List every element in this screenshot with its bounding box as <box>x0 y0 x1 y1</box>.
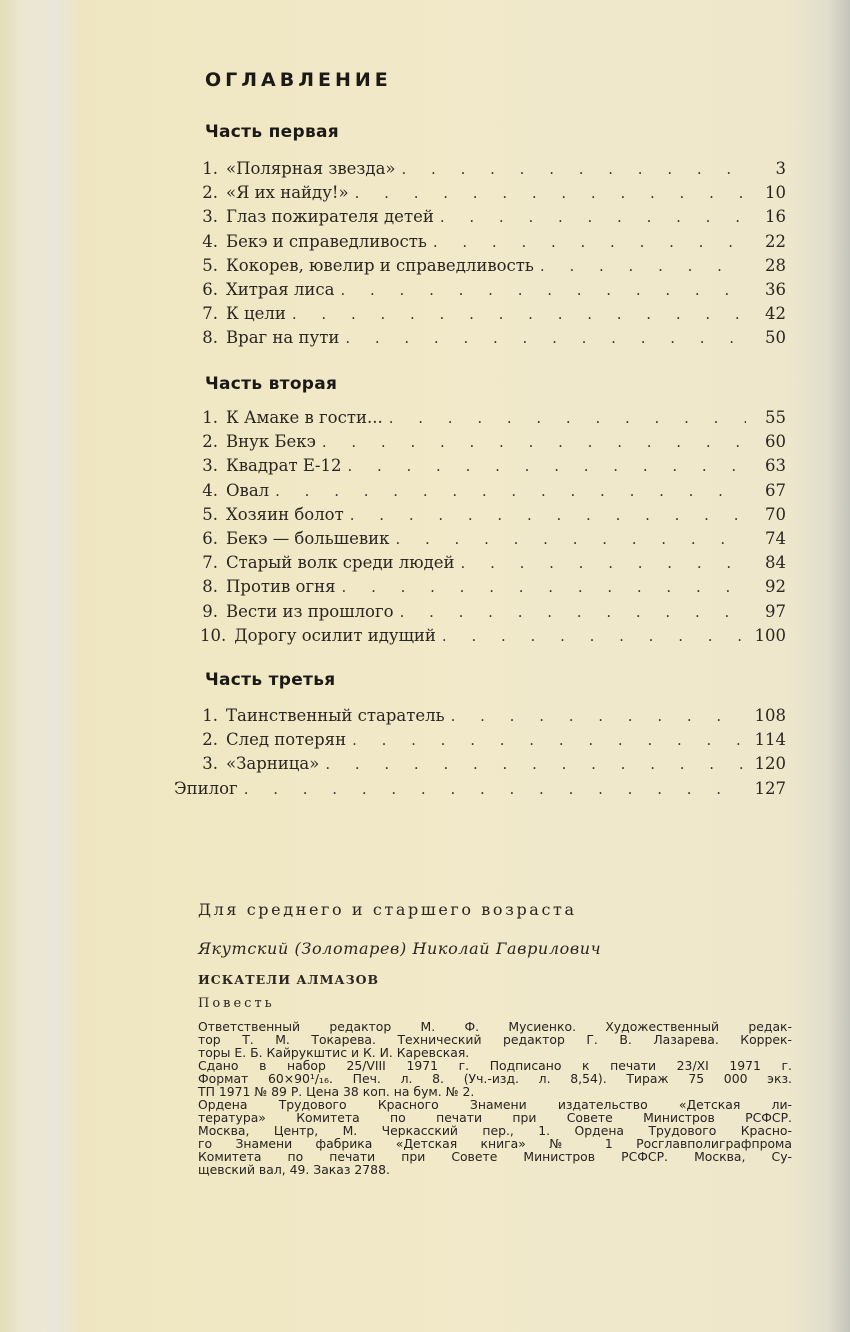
chapter-title: «Зарница» <box>226 754 320 774</box>
toc-entry[interactable] <box>200 600 786 624</box>
chapter-number: 4. <box>202 231 218 251</box>
chapter-number: 6. <box>202 279 218 299</box>
toc-entry[interactable] <box>200 157 786 181</box>
publication-details-line: тор Т. М. Токарева. Технический редактор Г. В. Лазарева. Коррек- <box>198 1032 792 1047</box>
chapter-number: 1. <box>202 408 218 427</box>
part-heading-3: Часть третья <box>205 670 336 690</box>
chapter-title: Глаз пожирателя детей <box>226 207 434 227</box>
toc-list-part-3 <box>174 704 786 801</box>
page-number: 60 <box>765 432 786 452</box>
chapter-number: 6. <box>202 528 218 548</box>
toc-entry[interactable] <box>200 302 786 326</box>
chapter-number: 2. <box>202 432 218 452</box>
publication-details-line: торы Е. Б. Кайрукштис и К. И. Каревская. <box>198 1045 470 1060</box>
chapter-number: 7. <box>202 553 218 573</box>
chapter-title: Враг на пути <box>226 328 340 348</box>
dot-leader <box>275 479 746 503</box>
dot-leader <box>325 752 746 776</box>
page-number: 10 <box>765 183 786 203</box>
toc-entry[interactable] <box>200 430 786 454</box>
toc-entry[interactable] <box>200 479 786 503</box>
chapter-title: Таинственный старатель <box>226 706 445 725</box>
publication-details-line: щевский вал, 49. Заказ 2788. <box>198 1162 390 1177</box>
page-number: 100 <box>754 625 786 645</box>
page-number: 84 <box>765 553 786 573</box>
page-number: 16 <box>765 207 786 227</box>
chapter-number: 3. <box>202 456 218 476</box>
toc-entry[interactable] <box>200 454 786 478</box>
dot-leader <box>345 326 746 350</box>
page-number: 50 <box>765 328 786 348</box>
toc-entry[interactable] <box>200 728 786 752</box>
publication-details-line: го Знамени фабрика «Детская книга» № 1 Росглавполиграфпрома <box>198 1136 792 1151</box>
publication-details-line: Формат 60×90¹/₁₆. Печ. л. 8. (Уч.-изд. л. 8,54). Тираж 75 000 экз. <box>198 1071 792 1086</box>
page-number: 28 <box>765 255 786 275</box>
dot-leader <box>347 454 746 478</box>
chapter-title: Бекэ — большевик <box>226 528 390 548</box>
chapter-number: 5. <box>202 255 218 275</box>
chapter-title: Квадрат Е-12 <box>226 456 342 476</box>
page-number: 67 <box>765 480 786 500</box>
toc-entry[interactable] <box>200 181 786 205</box>
publication-details-line: тература» Комитета по печати при Совете Министров РСФСР. <box>198 1110 792 1125</box>
page-number: 42 <box>765 304 786 324</box>
toc-entry[interactable] <box>200 406 786 430</box>
chapter-title: Эпилог <box>174 778 238 798</box>
chapter-number: 5. <box>202 504 218 524</box>
publication-details <box>198 1020 792 1176</box>
dot-leader <box>342 575 746 599</box>
chapter-number: 3. <box>202 754 218 774</box>
publication-details-line: Сдано в набор 25/VIII 1971 г. Подписано к печати 23/XI 1971 г. <box>198 1058 792 1073</box>
dot-leader <box>461 551 746 575</box>
dot-leader <box>440 205 746 229</box>
publication-details-line: Москва, Центр, М. Черкасский пер., 1. Ордена Трудового Красно- <box>198 1123 792 1138</box>
dot-leader <box>292 302 746 326</box>
toc-entry-epilogue[interactable] <box>174 777 786 801</box>
toc-title: ОГЛАВЛЕНИЕ <box>205 69 392 91</box>
chapter-title: «Я их найду!» <box>226 183 349 203</box>
book-title: ИСКАТЕЛИ АЛМАЗОВ <box>198 972 380 987</box>
chapter-title: К цели <box>226 304 286 324</box>
chapter-title: Бекэ и справедливость <box>226 231 427 251</box>
part-heading-1: Часть первая <box>205 122 339 142</box>
page-number: 55 <box>765 408 786 427</box>
chapter-number: 9. <box>202 601 218 621</box>
toc-entry[interactable] <box>200 752 786 776</box>
chapter-title: Хозяин болот <box>226 504 344 524</box>
chapter-title: Вести из прошлого <box>226 601 394 621</box>
page-number: 108 <box>754 706 786 725</box>
publication-details-line: Ордена Трудового Красного Знамени издательство «Детская ли- <box>198 1097 792 1112</box>
toc-entry[interactable] <box>200 230 786 254</box>
chapter-number: 1. <box>202 159 218 178</box>
part-heading-2: Часть вторая <box>205 374 338 394</box>
toc-entry[interactable] <box>200 503 786 527</box>
chapter-number: 7. <box>202 304 218 324</box>
dot-leader <box>400 600 746 624</box>
chapter-number: 4. <box>202 480 218 500</box>
dot-leader <box>389 406 746 430</box>
age-group-note: Для среднего и старшего возраста <box>198 900 577 919</box>
chapter-title: Овал <box>226 480 270 500</box>
dot-leader <box>442 624 746 648</box>
dot-leader <box>352 728 746 752</box>
toc-entry[interactable] <box>200 254 786 278</box>
toc-list-part-1 <box>200 157 786 351</box>
page-number: 127 <box>754 778 786 798</box>
page-number: 97 <box>765 601 786 621</box>
page-gutter-shadow <box>828 0 850 1332</box>
chapter-number: 8. <box>202 328 218 348</box>
toc-entry[interactable] <box>200 575 786 599</box>
chapter-title: Старый волк среди людей <box>226 553 455 573</box>
toc-entry[interactable] <box>200 624 786 648</box>
toc-entry[interactable] <box>200 704 786 728</box>
page-number: 92 <box>765 577 786 597</box>
book-genre: Повесть <box>198 996 275 1011</box>
chapter-title: Против огня <box>226 577 336 597</box>
chapter-title: Внук Бекэ <box>226 432 316 452</box>
dot-leader <box>244 777 746 801</box>
page-number: 70 <box>765 504 786 524</box>
dot-leader <box>433 230 746 254</box>
dot-leader <box>355 181 746 205</box>
dot-leader <box>540 254 746 278</box>
chapter-title: Дорогу осилит идущий <box>234 625 436 645</box>
chapter-number: 8. <box>202 577 218 597</box>
toc-list-part-2 <box>200 406 786 648</box>
page-number: 114 <box>754 730 786 750</box>
dot-leader <box>402 157 746 181</box>
toc-entry[interactable] <box>200 205 786 229</box>
chapter-number: 2. <box>202 183 218 203</box>
toc-entry[interactable] <box>200 551 786 575</box>
chapter-number: 2. <box>202 730 218 750</box>
chapter-title: Хитрая лиса <box>226 279 335 299</box>
toc-entry[interactable] <box>200 278 786 302</box>
page-number: 120 <box>754 754 786 774</box>
chapter-number: 1. <box>202 706 218 725</box>
toc-entry[interactable] <box>200 527 786 551</box>
publication-details-line: Комитета по печати при Совете Министров РСФСР. Москва, Су- <box>198 1149 792 1164</box>
dot-leader <box>350 503 746 527</box>
page-number: 63 <box>765 456 786 476</box>
publication-details-line: Ответственный редактор М. Ф. Мусиенко. Художественный редак- <box>198 1019 792 1034</box>
dot-leader <box>451 704 746 728</box>
chapter-title: К Амаке в гости... <box>226 408 383 427</box>
page-edge-strip <box>0 0 80 1332</box>
chapter-title: Кокорев, ювелир и справедливость <box>226 255 534 275</box>
page-number: 36 <box>765 279 786 299</box>
author-name: Якутский (Золотарев) Николай Гаврилович <box>198 939 602 958</box>
dot-leader <box>340 278 746 302</box>
chapter-title: След потерян <box>226 730 347 750</box>
page-number: 22 <box>765 231 786 251</box>
chapter-number: 3. <box>202 207 218 227</box>
page-number: 74 <box>765 528 786 548</box>
toc-entry[interactable] <box>200 326 786 350</box>
dot-leader <box>322 430 746 454</box>
chapter-title: «Полярная звезда» <box>226 159 396 178</box>
dot-leader <box>395 527 746 551</box>
page-number: 3 <box>775 159 786 178</box>
chapter-number: 10. <box>200 625 227 645</box>
publication-details-line: ТП 1971 № 89 Р. Цена 38 коп. на бум. № 2. <box>198 1084 475 1099</box>
